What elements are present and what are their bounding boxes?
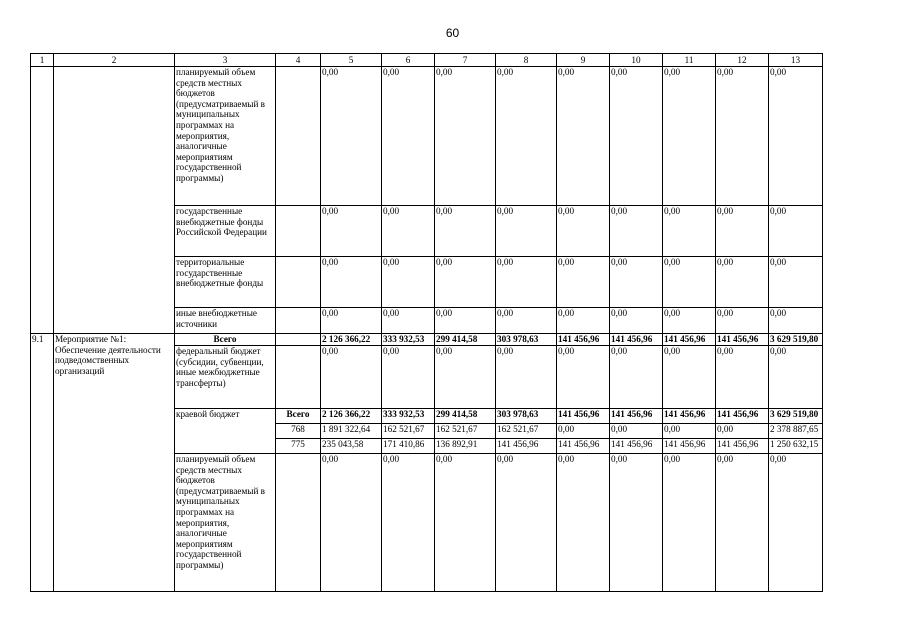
value-cell: 141 456,96 (716, 334, 769, 346)
value-cell: 0,00 (321, 346, 382, 409)
value-cell: 0,00 (716, 346, 769, 409)
header-cell: 5 (321, 54, 382, 67)
page-number: 60 (445, 26, 460, 40)
value-cell: 141 456,96 (716, 409, 769, 424)
value-cell: 2 126 366,22 (321, 334, 382, 346)
value-cell: 0,00 (716, 206, 769, 257)
value-cell: 0,00 (716, 454, 769, 592)
value-cell: 0,00 (321, 257, 382, 308)
value-cell: 0,00 (435, 206, 496, 257)
value-cell: 0,00 (435, 308, 496, 334)
value-cell: 0,00 (716, 424, 769, 439)
value-cell: 0,00 (716, 67, 769, 206)
value-cell: 0,00 (496, 308, 557, 334)
value-cell: 141 456,96 (610, 409, 663, 424)
value-cell: 141 456,96 (496, 439, 557, 454)
value-cell: 141 456,96 (557, 439, 610, 454)
value-cell: 0,00 (496, 67, 557, 206)
code-cell (276, 334, 321, 346)
header-cell: 13 (769, 54, 823, 67)
code-cell (276, 67, 321, 206)
value-cell: 333 932,53 (382, 334, 435, 346)
value-cell: 141 456,96 (663, 409, 716, 424)
table-row (31, 334, 823, 346)
value-cell: 0,00 (610, 206, 663, 257)
value-cell: 0,00 (769, 454, 823, 592)
value-cell: 3 629 519,80 (769, 409, 823, 424)
code-cell: Всего (276, 409, 321, 424)
header-cell: 6 (382, 54, 435, 67)
value-cell: 141 456,96 (557, 334, 610, 346)
value-cell: 0,00 (435, 346, 496, 409)
value-cell: 0,00 (557, 424, 610, 439)
value-cell: 0,00 (321, 206, 382, 257)
value-cell: 0,00 (557, 206, 610, 257)
value-cell: 1 250 632,15 (769, 439, 823, 454)
value-cell: 2 378 887,65 (769, 424, 823, 439)
value-cell: 0,00 (610, 454, 663, 592)
header-cell: 1 (31, 54, 54, 67)
value-cell: 0,00 (716, 257, 769, 308)
code-cell (276, 346, 321, 409)
value-cell: 0,00 (769, 257, 823, 308)
header-cell: 10 (610, 54, 663, 67)
value-cell: 299 414,58 (435, 409, 496, 424)
value-cell: 0,00 (496, 257, 557, 308)
value-cell: 0,00 (769, 308, 823, 334)
value-cell: 0,00 (610, 67, 663, 206)
value-cell: 141 456,96 (610, 439, 663, 454)
value-cell: 0,00 (663, 346, 716, 409)
measure-name-cell: Мероприятие №1: Обеспечение деятельности подведомственных организаций (54, 334, 175, 592)
value-cell: 0,00 (663, 257, 716, 308)
funding-source-cell: территориальные государственные внебюджетные фонды (175, 257, 276, 308)
value-cell: 0,00 (382, 454, 435, 592)
value-cell: 0,00 (435, 454, 496, 592)
value-cell: 0,00 (382, 257, 435, 308)
value-cell: 0,00 (496, 206, 557, 257)
code-cell: 768 (276, 424, 321, 439)
value-cell: 0,00 (557, 67, 610, 206)
value-cell: 1 891 322,64 (321, 424, 382, 439)
value-cell: 0,00 (557, 346, 610, 409)
funding-source-cell: государственные внебюджетные фонды Российской Федерации (175, 206, 276, 257)
code-cell (276, 308, 321, 334)
header-cell: 12 (716, 54, 769, 67)
value-cell: 0,00 (769, 206, 823, 257)
budget-table (30, 53, 823, 592)
header-cell: 3 (175, 54, 276, 67)
value-cell: 0,00 (557, 308, 610, 334)
value-cell: 0,00 (610, 346, 663, 409)
header-cell: 9 (557, 54, 610, 67)
header-cell: 11 (663, 54, 716, 67)
header-cell: 8 (496, 54, 557, 67)
value-cell: 0,00 (435, 257, 496, 308)
value-cell: 303 978,63 (496, 334, 557, 346)
value-cell: 141 456,96 (610, 334, 663, 346)
value-cell: 0,00 (663, 308, 716, 334)
value-cell: 0,00 (321, 67, 382, 206)
funding-source-cell: федеральный бюджет (субсидии, субвенции, иные межбюджетные трансферты) (175, 346, 276, 409)
value-cell: 0,00 (663, 67, 716, 206)
value-cell: 333 932,53 (382, 409, 435, 424)
value-cell: 0,00 (382, 206, 435, 257)
code-cell (276, 257, 321, 308)
value-cell: 0,00 (435, 67, 496, 206)
value-cell: 299 414,58 (435, 334, 496, 346)
value-cell: 141 456,96 (663, 439, 716, 454)
funding-source-cell: Всего (175, 334, 276, 346)
value-cell: 171 410,86 (382, 439, 435, 454)
value-cell: 0,00 (382, 67, 435, 206)
value-cell: 136 892,91 (435, 439, 496, 454)
value-cell: 141 456,96 (716, 439, 769, 454)
value-cell: 0,00 (610, 257, 663, 308)
header-cell: 7 (435, 54, 496, 67)
code-cell: 775 (276, 439, 321, 454)
value-cell: 0,00 (321, 454, 382, 592)
value-cell: 162 521,67 (496, 424, 557, 439)
code-cell (276, 206, 321, 257)
column-number-header (31, 54, 823, 67)
value-cell: 0,00 (663, 206, 716, 257)
value-cell: 0,00 (382, 346, 435, 409)
value-cell: 0,00 (663, 454, 716, 592)
value-cell: 235 043,58 (321, 439, 382, 454)
value-cell: 141 456,96 (557, 409, 610, 424)
value-cell: 2 126 366,22 (321, 409, 382, 424)
value-cell: 0,00 (769, 67, 823, 206)
value-cell: 0,00 (610, 424, 663, 439)
value-cell: 0,00 (716, 308, 769, 334)
funding-source-cell: краевой бюджет (175, 409, 276, 454)
value-cell: 0,00 (382, 308, 435, 334)
value-cell: 0,00 (321, 308, 382, 334)
funding-source-cell: иные внебюджетные источники (175, 308, 276, 334)
value-cell: 141 456,96 (663, 334, 716, 346)
value-cell: 0,00 (496, 454, 557, 592)
value-cell: 303 978,63 (496, 409, 557, 424)
value-cell: 3 629 519,80 (769, 334, 823, 346)
value-cell: 162 521,67 (382, 424, 435, 439)
measure-name-cell (54, 67, 175, 334)
value-cell: 162 521,67 (435, 424, 496, 439)
header-cell: 2 (54, 54, 175, 67)
row-number-cell: 9.1 (31, 334, 54, 592)
value-cell: 0,00 (557, 257, 610, 308)
value-cell: 0,00 (663, 424, 716, 439)
header-cell: 4 (276, 54, 321, 67)
value-cell: 0,00 (557, 454, 610, 592)
funding-source-cell: планируемый объем средств местных бюджетов (предусматриваемый в муниципальных программах на мероприятия, аналогичные мероприятиям государственной программы) (175, 454, 276, 592)
funding-source-cell: планируемый объем средств местных бюджетов (предусматриваемый в муниципальных программах на мероприятия, аналогичные мероприятиям государственной программы) (175, 67, 276, 206)
row-number-cell (31, 67, 54, 334)
table-row (31, 67, 823, 206)
value-cell: 0,00 (610, 308, 663, 334)
value-cell: 0,00 (496, 346, 557, 409)
code-cell (276, 454, 321, 592)
value-cell: 0,00 (769, 346, 823, 409)
